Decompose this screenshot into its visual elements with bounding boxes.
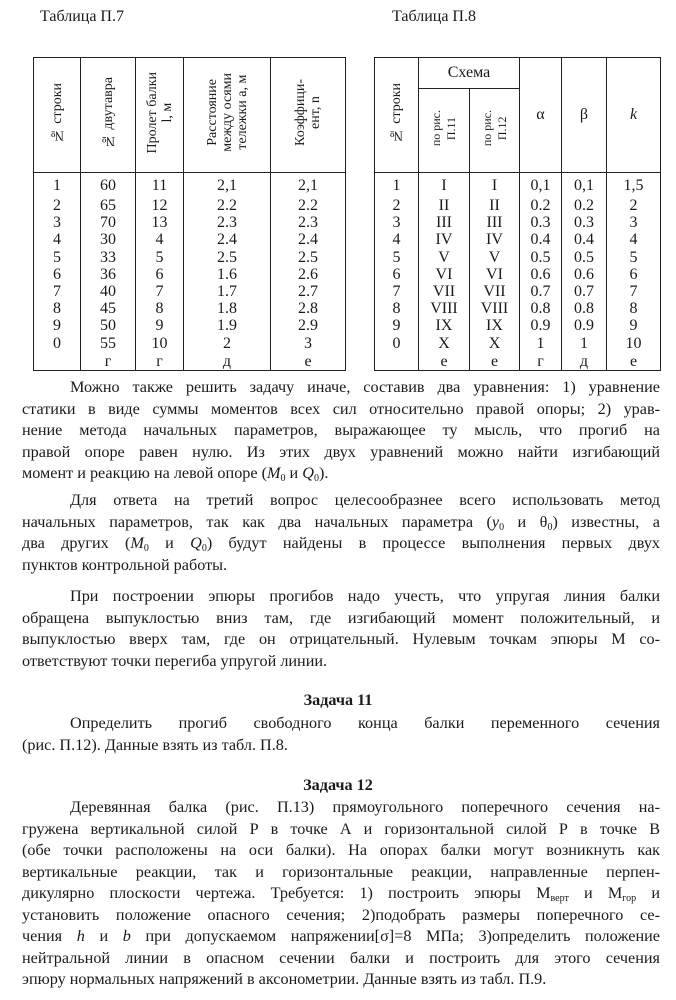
table-cell: VIII bbox=[430, 300, 458, 318]
table-cell: 2 bbox=[223, 334, 231, 352]
table-cell: 0.7 bbox=[530, 282, 551, 300]
data-column bbox=[271, 173, 346, 371]
subscript: 0 bbox=[143, 543, 149, 554]
table-cell: 0.9 bbox=[574, 317, 594, 335]
table-cell: VI bbox=[435, 265, 453, 283]
table-cell: 6 bbox=[53, 265, 61, 283]
text-segment: M bbox=[130, 534, 144, 552]
table-cell: 4 bbox=[392, 231, 401, 249]
header-row-number: № строки bbox=[375, 58, 419, 173]
table-cell: VII bbox=[483, 282, 506, 300]
column-header-label: Расстояние между осями тележки a, м bbox=[204, 73, 250, 152]
text-line bbox=[22, 533, 660, 554]
subscript: 0 bbox=[547, 521, 553, 533]
table-cell: 9 bbox=[392, 317, 401, 335]
table-cell: 8 bbox=[629, 300, 638, 318]
variant-letter: е bbox=[304, 352, 312, 370]
table-cell: 2 bbox=[392, 197, 401, 214]
text-segment: дикулярно плоскости чертежа. Требуется: 1) построить эпюры М bbox=[22, 884, 551, 902]
variant-letter bbox=[34, 353, 80, 370]
text-segment: чения bbox=[22, 927, 77, 945]
table-cell: 2.5 bbox=[217, 248, 237, 266]
table-cell: 9 bbox=[155, 317, 164, 335]
table-cell: 2.5 bbox=[298, 248, 318, 266]
subscript: 0 bbox=[280, 473, 286, 484]
table-p8 bbox=[374, 57, 661, 371]
variant-letter: д bbox=[222, 352, 232, 370]
table-cell: 2.8 bbox=[298, 300, 318, 318]
subscript: верт bbox=[550, 893, 569, 904]
table-cell: 1,5 bbox=[623, 177, 644, 194]
header-fig-p12: по рис. П.12 bbox=[470, 89, 520, 173]
table-cell: 55 bbox=[100, 334, 116, 352]
text-segment: и М bbox=[568, 884, 623, 902]
table-cell: 8 bbox=[392, 300, 401, 318]
table8-caption: Таблица П.8 bbox=[392, 8, 476, 25]
text-segment: y bbox=[491, 512, 500, 531]
table-cell: V bbox=[488, 248, 501, 266]
table-cell: 4 bbox=[53, 231, 61, 249]
table-cell: 1 bbox=[580, 334, 588, 352]
text-line: Деревянная балка (рис. П.13) прямоугольного поперечного сечения на- bbox=[70, 798, 660, 816]
variant-letter: д bbox=[579, 352, 589, 370]
text-line: Можно также решить задачу иначе, составив два уравнения: 1) уравнение bbox=[70, 378, 660, 396]
variant-letter: г bbox=[537, 352, 544, 370]
table-cell: IX bbox=[486, 317, 503, 335]
table-cell: 6 bbox=[155, 265, 164, 283]
table-cell: 2.9 bbox=[298, 317, 318, 335]
variant-letter bbox=[375, 353, 418, 370]
table-cell: 3 bbox=[629, 214, 638, 232]
text-line: статики в виде суммы моментов всех сил относительно правой опоры; 2) урав- bbox=[22, 399, 660, 418]
table-cell: 1 bbox=[53, 177, 61, 194]
table-cell: IV bbox=[486, 231, 503, 249]
data-column bbox=[520, 173, 562, 371]
table-cell: 5 bbox=[53, 248, 61, 266]
text-segment: при допускаемом напряжении[σ]=8 МПа; 3)определить положение bbox=[130, 927, 660, 945]
table-cell: 2,1 bbox=[298, 177, 318, 194]
table-cell: 5 bbox=[629, 248, 638, 266]
table-cell: 2,1 bbox=[217, 177, 237, 194]
header-beta: β bbox=[562, 58, 607, 173]
table-cell: 0.7 bbox=[574, 282, 594, 300]
table-cell: 9 bbox=[53, 317, 61, 335]
text-line bbox=[22, 926, 660, 947]
text-segment: b bbox=[122, 927, 131, 945]
text-segment: и bbox=[636, 884, 660, 902]
table-cell: 8 bbox=[155, 300, 164, 318]
text-line bbox=[22, 512, 660, 533]
table-cell: 45 bbox=[100, 300, 116, 318]
text-line: нейтральной линии в опасном сечении балки и построить для этого сечения bbox=[22, 948, 660, 967]
table-cell: 0.3 bbox=[574, 214, 594, 232]
table-cell: 2.4 bbox=[217, 231, 237, 249]
table-cell: 1 bbox=[536, 334, 545, 352]
table-cell: 0.8 bbox=[530, 300, 551, 318]
table-cell: I bbox=[441, 177, 447, 194]
data-column bbox=[34, 173, 81, 371]
text-segment: M bbox=[267, 464, 281, 482]
column-header-label: № строки bbox=[49, 82, 65, 143]
variant-letter: е bbox=[440, 352, 448, 370]
column-header-label: № двутавра bbox=[100, 76, 116, 149]
table-cell: 10 bbox=[625, 334, 642, 352]
column-header bbox=[81, 58, 136, 173]
text-line: установить положение опасного сечения; 2)подобрать размеры поперечного се- bbox=[22, 905, 660, 924]
text-segment: и θ bbox=[504, 512, 548, 531]
column-header bbox=[271, 58, 346, 173]
text-line: вертикальные реакции, так и горизонтальные реакции, направленные перпен- bbox=[22, 862, 660, 881]
text-line: эпюру нормальных напряжений в аксонометрии. Данные взять из табл. П.9. bbox=[22, 970, 547, 988]
column-header bbox=[34, 58, 81, 173]
header-alpha: α bbox=[520, 58, 562, 173]
table-cell: 36 bbox=[100, 265, 116, 283]
table-cell: 2.2 bbox=[298, 197, 318, 214]
data-column bbox=[470, 173, 520, 371]
table-cell: 30 bbox=[100, 231, 116, 249]
table-p7 bbox=[33, 57, 346, 371]
task-12-title: Задача 12 bbox=[303, 776, 373, 794]
table-cell: 2 bbox=[629, 197, 638, 214]
table-cell: 7 bbox=[629, 282, 638, 300]
data-column bbox=[419, 173, 470, 371]
text-line: Для ответа на третий вопрос целесообразнее всего использовать метод bbox=[70, 491, 660, 509]
subscript: гор bbox=[622, 893, 637, 904]
text-segment: два других ( bbox=[22, 534, 131, 552]
table-cell: 0.6 bbox=[530, 265, 551, 283]
subscript: 0 bbox=[201, 543, 207, 554]
table-cell: III bbox=[436, 214, 452, 232]
table-cell: 0,1 bbox=[530, 177, 551, 194]
table-cell: 0.8 bbox=[574, 300, 594, 318]
table-cell: 1.9 bbox=[217, 317, 237, 335]
text-segment: Q bbox=[190, 534, 202, 552]
task-11-title: Задача 11 bbox=[303, 691, 373, 709]
table-cell: 3 bbox=[392, 214, 401, 232]
text-segment: и bbox=[84, 927, 123, 945]
data-column bbox=[375, 173, 419, 371]
table-cell: VII bbox=[432, 282, 456, 300]
text-line: При построении эпюры прогибов надо учесть, что упругая линия балки bbox=[70, 587, 660, 605]
table-cell: 12 bbox=[151, 197, 168, 214]
table-cell: 10 bbox=[151, 334, 168, 352]
table-cell: VI bbox=[486, 265, 503, 283]
table-cell: 50 bbox=[100, 317, 116, 335]
table-cell: 6 bbox=[629, 265, 638, 283]
table-cell: 11 bbox=[151, 177, 168, 194]
table-cell: 40 bbox=[100, 282, 116, 300]
subscript: 0 bbox=[499, 521, 505, 533]
text-line: пунктов контрольной работы. bbox=[22, 555, 228, 574]
table-cell: 2 bbox=[53, 197, 61, 214]
text-segment: момент и реакцию на левой опоре ( bbox=[22, 464, 268, 482]
text-line: гружена вертикальной силой Р в точке А и горизонтальной силой Р в точке В bbox=[22, 819, 660, 838]
table-cell: IV bbox=[435, 231, 453, 249]
table-cell: 70 bbox=[100, 214, 116, 232]
table-cell: I bbox=[491, 177, 498, 194]
text-segment: и bbox=[148, 534, 191, 552]
variant-letter: е bbox=[490, 352, 499, 370]
variant-letter: г bbox=[156, 352, 163, 370]
table-cell: 5 bbox=[392, 248, 401, 266]
variant-letter: г bbox=[104, 352, 112, 370]
table-cell: 7 bbox=[53, 282, 61, 300]
table-cell: 1.6 bbox=[217, 265, 237, 283]
data-column bbox=[562, 173, 607, 371]
table-cell: 8 bbox=[53, 300, 61, 318]
text-line: обращена выпуклостью вниз там, где изгибающий момент положительный, и bbox=[22, 608, 660, 627]
text-segment: h bbox=[76, 927, 85, 945]
table-cell: 33 bbox=[100, 248, 116, 266]
table-cell: 0,1 bbox=[574, 177, 594, 194]
header-k: k bbox=[607, 58, 661, 173]
table-cell: IX bbox=[435, 317, 453, 335]
table-cell: 6 bbox=[392, 265, 401, 283]
header-scheme: Схема bbox=[419, 58, 520, 89]
table-cell: 60 bbox=[100, 177, 116, 194]
column-header-label: Коэффици- ент, n bbox=[293, 79, 323, 146]
table-cell: 0.2 bbox=[530, 197, 551, 214]
table-cell: 1.7 bbox=[217, 282, 237, 300]
table-cell: V bbox=[438, 248, 450, 266]
subscript: 0 bbox=[313, 473, 319, 484]
table7-caption: Таблица П.7 bbox=[40, 8, 124, 25]
data-column bbox=[184, 173, 271, 371]
variant-letter: е bbox=[629, 352, 638, 370]
table-cell: 4 bbox=[155, 231, 164, 249]
data-column bbox=[136, 173, 184, 371]
table-cell: 0.3 bbox=[530, 214, 551, 232]
table-cell: 5 bbox=[155, 248, 164, 266]
data-column bbox=[607, 173, 661, 371]
table-cell: 2.6 bbox=[298, 265, 318, 283]
text-line: (рис. П.12). Данные взять из табл. П.8. bbox=[22, 735, 288, 754]
table-cell: 0.5 bbox=[574, 248, 594, 266]
table-cell: 7 bbox=[155, 282, 164, 300]
table-cell: X bbox=[438, 334, 450, 352]
text-segment: начальных параметров, так как два начальных параметра ( bbox=[22, 512, 492, 531]
table-cell: 0.4 bbox=[574, 231, 594, 249]
table-cell: II bbox=[438, 197, 450, 214]
table-cell: 0.6 bbox=[574, 265, 594, 283]
table-cell: 0.5 bbox=[530, 248, 551, 266]
table-cell: 3 bbox=[53, 214, 61, 232]
data-column bbox=[81, 173, 136, 371]
table-cell: X bbox=[488, 334, 501, 352]
text-segment: и bbox=[285, 464, 303, 482]
table-cell: 2.7 bbox=[298, 282, 318, 300]
table-cell: 0 bbox=[392, 334, 401, 352]
table-cell: 2.4 bbox=[298, 231, 318, 249]
column-header bbox=[136, 58, 184, 173]
table-cell: 13 bbox=[151, 214, 168, 232]
header-fig-p11: по рис. П.11 bbox=[419, 89, 470, 173]
text-line: Определить прогиб свободного конца балки переменного сечения bbox=[70, 714, 660, 732]
table-cell: 1 bbox=[392, 177, 401, 194]
column-header-label: Пролет балки l, м bbox=[144, 71, 175, 154]
text-segment: ). bbox=[318, 464, 329, 482]
table-cell: 9 bbox=[629, 317, 638, 335]
table-cell: 2.2 bbox=[217, 197, 237, 214]
table-cell: 7 bbox=[392, 282, 401, 300]
table-cell: VIII bbox=[480, 300, 509, 318]
table-cell: 0.2 bbox=[574, 197, 594, 214]
text-segment: Q bbox=[302, 464, 314, 482]
text-segment: ) будут найдены в процессе выполнения первых двух bbox=[206, 534, 661, 552]
table-cell: 2.3 bbox=[217, 214, 237, 232]
text-line: правой опоре равен нулю. Из этих двух уравнений можно найти изгибающий bbox=[22, 442, 660, 461]
text-segment: ) известны, а bbox=[552, 512, 660, 531]
table-cell: II bbox=[489, 197, 500, 214]
text-line: (обе точки расположены на оси балки). На опорах балки могут возникнуть как bbox=[22, 841, 660, 859]
column-header bbox=[184, 58, 271, 173]
table-cell: 65 bbox=[100, 197, 116, 214]
table-cell: 3 bbox=[304, 334, 312, 352]
text-line bbox=[22, 883, 660, 904]
table-cell: 1.8 bbox=[217, 300, 237, 318]
table-cell: III bbox=[486, 214, 503, 232]
table-cell: 2.3 bbox=[298, 214, 318, 232]
table-cell: 0.9 bbox=[530, 317, 551, 335]
text-line bbox=[22, 463, 660, 484]
table-cell: 0 bbox=[53, 334, 61, 352]
table-cell: 0.4 bbox=[530, 231, 551, 249]
text-line: выпуклостью вверх там, где он отрицательный. Нулевым точкам эпюры М со- bbox=[22, 630, 660, 648]
text-line: нение метода начальных параметров, выражающее ту мысль, что прогиб на bbox=[22, 421, 660, 439]
table-cell: 4 bbox=[629, 231, 638, 249]
text-line: ответствуют точки перегиба упругой линии. bbox=[22, 651, 328, 670]
